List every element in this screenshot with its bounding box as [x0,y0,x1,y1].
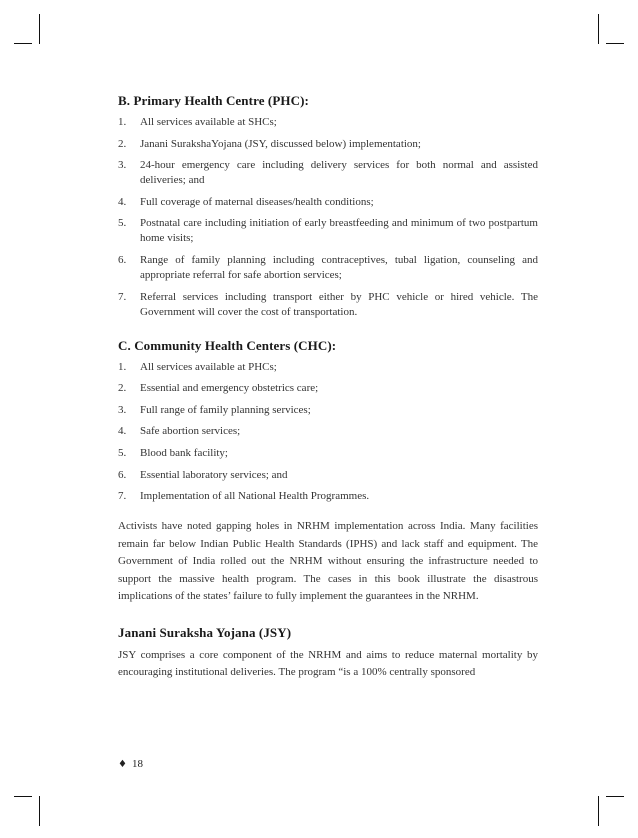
crop-mark-bottom-left-vertical [39,796,40,826]
item-text: Full range of family planning services; [140,403,311,416]
list-item [118,115,538,130]
item-text: All services available at SHCs; [140,116,277,128]
activists-paragraph: Activists have noted gapping holes in NRHM implementation across India. Many facilities remain far below Indian Public Health Standards (IPHS) and lack staff and equipment. The Government of India rolled out the NRHM without ensuring the infrastructure needed to support the massive health program. The cases in this book illustrate the disastrous implications of the states’ failure to fully implement the guarantees in the NRHM. [118,520,538,603]
crop-mark-top-right-vertical [598,14,599,44]
item-number: 1. [118,116,127,128]
list-item [118,489,538,504]
item-text: Referral services including transport either by PHC vehicle or hired vehicle. The Government will cover the cost of transportation. [140,290,538,318]
item-text: Range of family planning including contraceptives, tubal ligation, counseling and appropriate referral for safe abortion services; [140,253,538,281]
item-number: 1. [118,360,127,373]
page-content [118,93,538,682]
item-text: Full coverage of maternal diseases/health conditions; [140,195,374,208]
item-number: 5. [118,217,127,230]
item-number: 7. [118,490,127,503]
list-item [118,137,538,152]
page-number: 18 [131,758,143,770]
item-number: 6. [118,253,127,266]
item-number: 2. [118,137,127,150]
list-item [118,446,538,461]
item-number: 4. [118,425,127,438]
crop-mark-top-right-horizontal [606,43,624,44]
crop-mark-bottom-right-vertical [598,796,599,826]
item-text: All services available at PHCs; [140,360,277,373]
item-number: 2. [118,382,127,395]
list-item [118,468,538,483]
list-item [118,216,538,246]
list-item [118,290,538,320]
list-item [118,403,538,418]
item-number: 6. [118,468,127,481]
list-item [118,158,538,188]
item-text: Postnatal care including initiation of early breastfeeding and minimum of two postpartum home visits; [140,217,538,245]
section-c-heading: C. Community Health Centers (CHC): [118,337,337,353]
list-item [118,381,538,396]
crop-mark-bottom-right-horizontal [606,796,624,797]
jsy-heading: Janani Suraksha Yojana (JSY) [118,624,292,640]
crop-mark-top-left-vertical [39,14,40,44]
list-item [118,253,538,283]
item-text: 24-hour emergency care including delivery services for both normal and assisted deliveries; and [140,159,538,187]
item-text: Blood bank facility; [140,446,228,459]
page-footer [118,758,143,770]
list-item [118,360,538,375]
item-number: 3. [118,159,127,172]
item-number: 4. [118,195,127,208]
item-text: Janani SurakshaYojana (JSY, discussed below) implementation; [140,137,421,150]
crop-mark-bottom-left-horizontal [14,796,32,797]
diamond-icon: ♦ [118,759,127,770]
section-b-list [118,115,538,320]
item-text: Safe abortion services; [140,425,241,438]
section-b-heading: B. Primary Health Centre (PHC): [118,93,309,108]
list-item [118,424,538,439]
section-c-list [118,360,538,505]
item-number: 3. [118,403,127,416]
item-number: 5. [118,446,127,459]
jsy-paragraph: JSY comprises a core component of the NRHM and aims to reduce maternal mortality by encouraging institutional deliveries. The program “is a 100% centrally sponsored [118,648,538,679]
item-number: 7. [118,290,127,303]
item-text: Essential and emergency obstetrics care; [140,382,319,395]
item-text: Essential laboratory services; and [140,468,288,481]
crop-mark-top-left-horizontal [14,43,32,44]
item-text: Implementation of all National Health Programmes. [140,490,370,503]
list-item [118,195,538,210]
